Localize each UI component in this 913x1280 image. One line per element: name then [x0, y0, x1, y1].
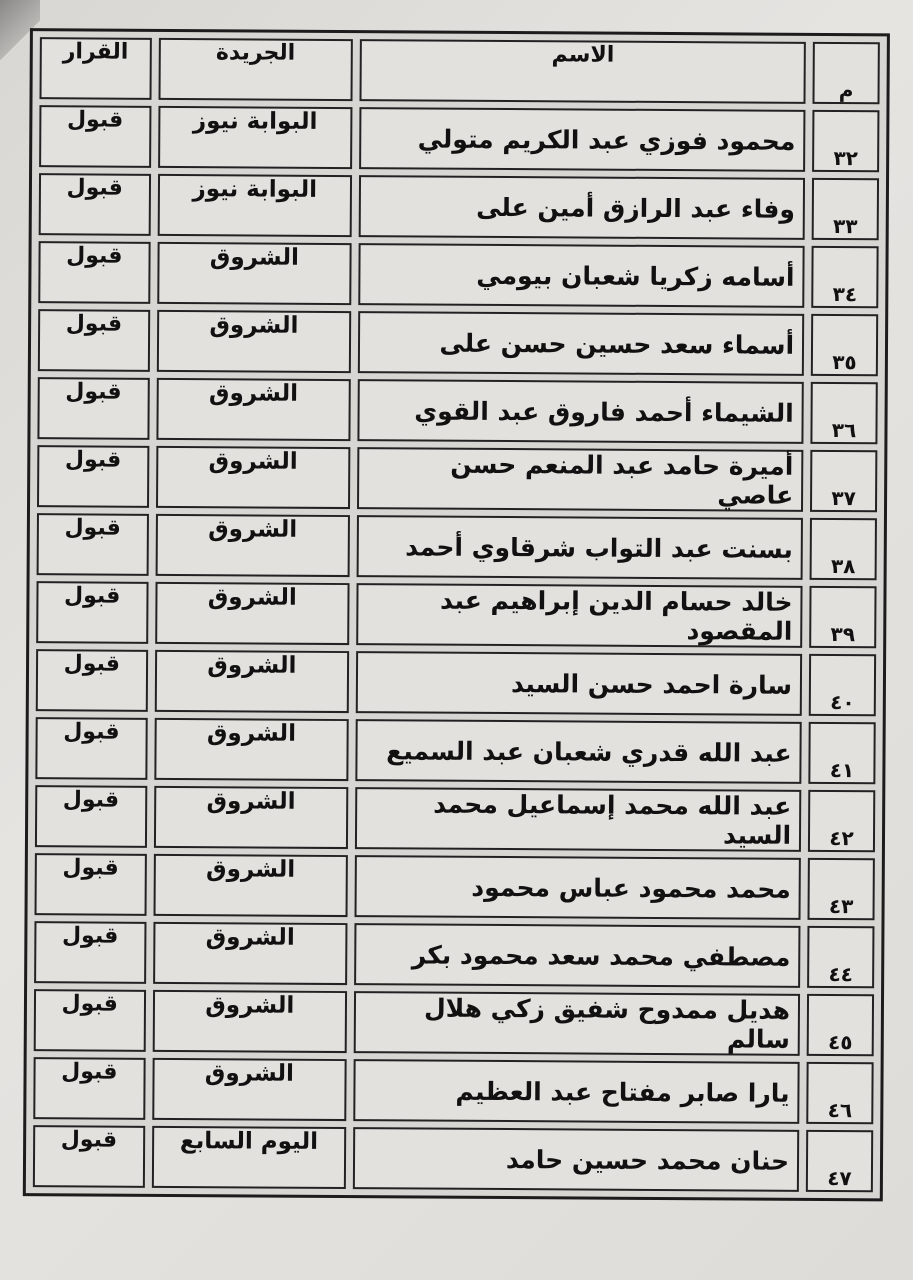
- row-decision: قبول: [39, 105, 151, 168]
- row-newspaper: البوابة نيوز: [158, 106, 353, 169]
- acceptance-table: [23, 28, 890, 1201]
- row-number: ٤١: [808, 722, 875, 784]
- table-row: [36, 649, 876, 716]
- table-row: [38, 241, 878, 308]
- row-name: حنان محمد حسين حامد: [353, 1127, 799, 1192]
- row-newspaper: اليوم السابع: [151, 1126, 346, 1189]
- row-decision: قبول: [38, 241, 150, 304]
- row-newspaper: الشروق: [154, 650, 349, 713]
- row-name: أميرة حامد عبد المنعم حسن عاصي: [357, 447, 803, 512]
- row-newspaper: الشروق: [156, 446, 351, 509]
- row-decision: قبول: [39, 173, 151, 236]
- header-newspaper: الجريدة: [158, 38, 353, 101]
- table-row: [37, 377, 877, 444]
- row-name: عبد الله قدري شعبان عبد السميع: [355, 719, 801, 784]
- row-newspaper: الشروق: [152, 1058, 347, 1121]
- row-decision: قبول: [37, 377, 149, 440]
- table-row: [34, 921, 874, 988]
- row-newspaper: الشروق: [156, 310, 351, 373]
- row-name: هديل ممدوح شفيق زكي هلال سالم: [354, 991, 800, 1056]
- row-number: ٤٦: [806, 1062, 873, 1124]
- row-newspaper: الشروق: [153, 922, 348, 985]
- row-name: مصطفي محمد سعد محمود بكر: [354, 923, 800, 988]
- row-number: ٣٥: [811, 314, 878, 376]
- table-row: [35, 853, 875, 920]
- row-number: ٣٦: [811, 382, 878, 444]
- table-row: [35, 785, 875, 852]
- row-number: ٤٤: [807, 926, 874, 988]
- row-newspaper: الشروق: [154, 718, 349, 781]
- table-header-row: [40, 37, 880, 104]
- row-name: محمود فوزي عبد الكريم متولي: [359, 107, 805, 172]
- row-name: أسامه زكريا شعبان بيومي: [358, 243, 804, 308]
- row-number: ٤٣: [808, 858, 875, 920]
- header-num: م: [813, 42, 880, 104]
- table-row: [37, 513, 877, 580]
- row-number: ٣٢: [812, 110, 879, 172]
- row-number: ٣٨: [810, 518, 877, 580]
- row-name: محمد محمود عباس محمود: [355, 855, 801, 920]
- row-decision: قبول: [33, 1057, 145, 1120]
- header-name: الاسم: [360, 39, 806, 104]
- row-newspaper: الشروق: [152, 990, 347, 1053]
- row-name: وفاء عبد الرازق أمين على: [359, 175, 805, 240]
- table-row: [33, 1125, 873, 1192]
- table-row: [37, 445, 877, 512]
- row-decision: قبول: [37, 445, 149, 508]
- row-newspaper: البوابة نيوز: [157, 174, 352, 237]
- row-decision: قبول: [34, 989, 146, 1052]
- row-name: خالد حسام الدين إبراهيم عبد المقصود: [356, 583, 802, 648]
- row-name: عبد الله محمد إسماعيل محمد السيد: [355, 787, 801, 852]
- row-decision: قبول: [35, 717, 147, 780]
- row-number: ٤٢: [808, 790, 875, 852]
- row-decision: قبول: [38, 309, 150, 372]
- row-number: ٤٠: [809, 654, 876, 716]
- row-newspaper: الشروق: [155, 582, 350, 645]
- row-newspaper: الشروق: [156, 378, 351, 441]
- table-row: [39, 105, 879, 172]
- row-number: ٣٤: [811, 246, 878, 308]
- row-decision: قبول: [33, 1125, 145, 1188]
- header-decision: القرار: [40, 37, 152, 100]
- row-number: ٣٧: [810, 450, 877, 512]
- row-newspaper: الشروق: [155, 514, 350, 577]
- table-row: [38, 309, 878, 376]
- row-number: ٤٧: [806, 1130, 873, 1192]
- row-newspaper: الشروق: [157, 242, 352, 305]
- row-decision: قبول: [36, 649, 148, 712]
- row-newspaper: الشروق: [153, 854, 348, 917]
- row-decision: قبول: [37, 513, 149, 576]
- row-name: سارة احمد حسن السيد: [356, 651, 802, 716]
- row-name: بسنت عبد التواب شرقاوي أحمد: [357, 515, 803, 580]
- row-name: يارا صابر مفتاح عبد العظيم: [353, 1059, 799, 1124]
- row-number: ٣٩: [809, 586, 876, 648]
- row-decision: قبول: [36, 581, 148, 644]
- row-newspaper: الشروق: [153, 786, 348, 849]
- document-page: [4, 18, 897, 1273]
- row-decision: قبول: [35, 785, 147, 848]
- table-row: [33, 1057, 873, 1124]
- row-number: ٣٣: [812, 178, 879, 240]
- table-row: [35, 717, 875, 784]
- row-name: الشيماء أحمد فاروق عبد القوي: [358, 379, 804, 444]
- table-row: [34, 989, 874, 1056]
- table-row: [39, 173, 879, 240]
- row-decision: قبول: [34, 921, 146, 984]
- table-row: [36, 581, 876, 648]
- row-decision: قبول: [35, 853, 147, 916]
- row-name: أسماء سعد حسين حسن على: [358, 311, 804, 376]
- row-number: ٤٥: [807, 994, 874, 1056]
